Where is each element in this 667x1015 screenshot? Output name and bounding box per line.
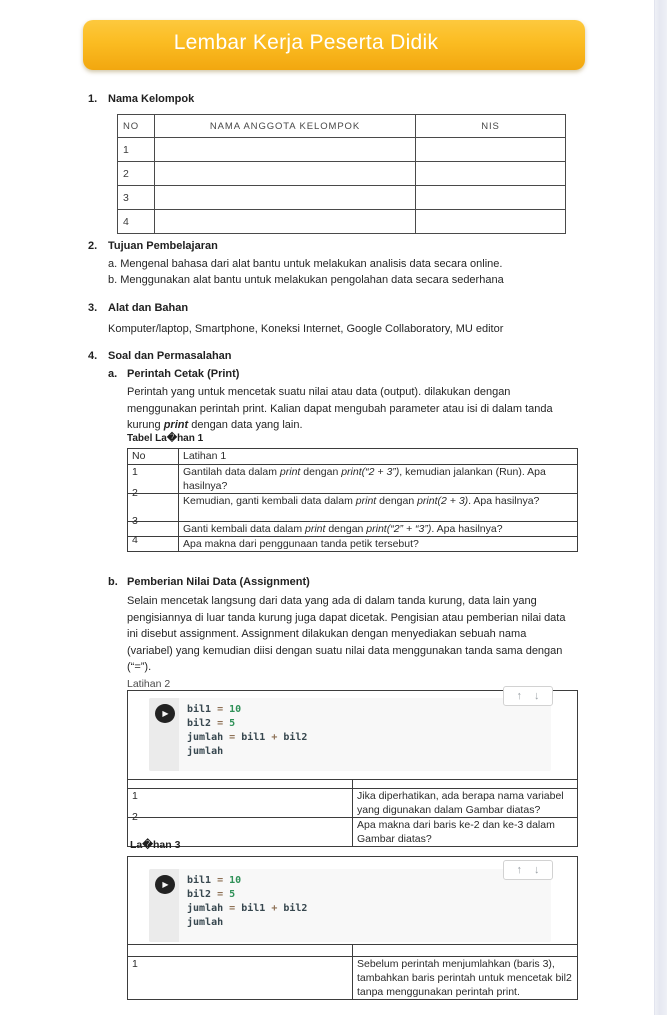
section-4-heading	[88, 350, 232, 362]
code-line: bil2 = 5	[187, 889, 236, 900]
question-cell: Jika diperhatikan, ada berapa nama variabel yang digunakan dalam Gambar diatas?	[353, 789, 578, 818]
tools-text: Komputer/laptop, Smartphone, Koneksi Internet, Google Collaboratory, MU editor	[108, 323, 504, 335]
move-up-icon: ↑	[516, 863, 522, 876]
row-number: 2	[118, 162, 155, 186]
code-line: jumlah	[187, 917, 224, 928]
table-row	[128, 494, 578, 522]
subsection-a-heading	[108, 368, 239, 380]
colab-code-cell	[149, 698, 551, 771]
move-down-icon: ↓	[534, 863, 540, 876]
question-cell: Gantilah data dalam print dengan print(“2 + 3”), kemudian jalankan (Run). Apa hasilnya?	[179, 465, 578, 494]
assignment-paragraph: Selain mencetak langsung dari data yang ada di dalam tanda kurung, data lain yang pengisiannya di luar tanda kurung juga dapat dicetak. Pengisian atau pemberian nilai data ini disebut assignment. Assignment dilakukan dengan menyediakan sebuah nama (variabel) yang kemudian diisi dengan suatu nilai data menggunakan tanda sama dengan (“=”).	[127, 595, 566, 673]
section-2-heading	[88, 240, 218, 252]
row-number: 4	[118, 210, 155, 234]
section-3-number: 3.	[88, 302, 98, 314]
latihan1-table	[127, 448, 578, 552]
cell-toolbar	[503, 686, 553, 706]
question-cell: Sebelum perintah menjumlahkan (baris 3), tambahkan baris perintah untuk mencetak bil2 tanpa menggunakan perintah print.	[353, 957, 578, 1000]
row-number: 2	[128, 818, 353, 847]
nis-cell	[416, 186, 566, 210]
code-line: jumlah	[187, 746, 224, 757]
subsection-b-label: b.	[108, 576, 118, 588]
col-header-no: No	[128, 449, 179, 465]
col-header-no: NO	[118, 115, 155, 138]
question-cell: Apa makna dari penggunaan tanda petik tersebut?	[179, 537, 578, 552]
row-number: 1	[128, 789, 353, 818]
section-3-title: Alat dan Bahan	[108, 302, 189, 314]
col-header-latihan: Latihan 1	[179, 449, 578, 465]
row-number: 3	[118, 186, 155, 210]
code-image-row	[128, 691, 578, 780]
row-number: 1	[128, 465, 179, 494]
table-row	[118, 162, 566, 186]
section-2-title: Tujuan Pembelajaran	[108, 240, 218, 252]
section-1-title: Nama Kelompok	[108, 93, 195, 105]
name-cell	[155, 186, 416, 210]
code-block	[187, 703, 307, 759]
nis-cell	[416, 162, 566, 186]
code-block	[187, 874, 307, 930]
colab-code-cell	[149, 869, 551, 942]
name-cell	[155, 162, 416, 186]
code-line: bil1 = 10	[187, 704, 242, 715]
code-screenshot-cell	[128, 691, 578, 780]
question-cell: Ganti kembali data dalam print dengan print(“2” + “3”). Apa hasilnya?	[179, 522, 578, 537]
question-cell: Kemudian, ganti kembali data dalam print dengan print(2 + 3). Apa hasilnya?	[179, 494, 578, 522]
latihan3-table	[127, 856, 578, 1000]
subsection-a-title: Perintah Cetak (Print)	[127, 368, 240, 380]
name-cell	[155, 210, 416, 234]
code-screenshot-cell	[128, 857, 578, 945]
table-header-row	[128, 449, 578, 465]
latihan2-table	[127, 690, 578, 847]
code-image-row	[128, 857, 578, 945]
spacer-cell	[353, 780, 578, 789]
table-row	[128, 522, 578, 537]
section-2-number: 2.	[88, 240, 98, 252]
latihan2-label: Latihan 2	[127, 678, 171, 690]
table-row	[128, 818, 578, 847]
row-number: 4	[128, 537, 179, 552]
section-1-heading	[88, 93, 194, 105]
code-line: bil2 = 5	[187, 718, 236, 729]
row-number: 2	[128, 494, 179, 522]
cell-toolbar	[503, 860, 553, 880]
code-line: jumlah = bil1 + bil2	[187, 732, 308, 743]
row-number: 1	[118, 138, 155, 162]
subsection-b-heading	[108, 576, 310, 588]
page-title: Lembar Kerja Peserta Didik	[173, 31, 439, 54]
page-edge-strip	[654, 0, 667, 1015]
spacer-cell	[353, 945, 578, 957]
code-line: jumlah = bil1 + bil2	[187, 903, 308, 914]
table-row	[118, 186, 566, 210]
nis-cell	[416, 138, 566, 162]
run-cell-icon: ▶	[155, 875, 175, 894]
spacer-row	[128, 945, 578, 957]
table-row	[128, 537, 578, 552]
table-row	[128, 957, 578, 1000]
subsection-b-title: Pemberian Nilai Data (Assignment)	[127, 576, 310, 588]
row-number: 1	[128, 957, 353, 1000]
section-4-title: Soal dan Permasalahan	[108, 350, 232, 362]
group-members-table	[117, 114, 566, 234]
subsection-a-label: a.	[108, 368, 118, 380]
section-4-number: 4.	[88, 350, 98, 362]
code-line: bil1 = 10	[187, 875, 242, 886]
spacer-cell	[128, 780, 353, 789]
latihan1-table-label: Tabel La�han 1	[127, 433, 204, 444]
table-row	[128, 465, 578, 494]
table-header-row	[118, 115, 566, 138]
spacer-cell	[128, 945, 353, 957]
move-up-icon: ↑	[516, 689, 522, 702]
table-row	[118, 138, 566, 162]
latihan3-label: La�han 3	[130, 839, 181, 851]
table-row	[128, 789, 578, 818]
objective-a: a. Mengenal bahasa dari alat bantu untuk melakukan analisis data secara online.	[108, 258, 503, 270]
nis-cell	[416, 210, 566, 234]
run-cell-icon: ▶	[155, 704, 175, 723]
spacer-row	[128, 780, 578, 789]
question-cell: Apa makna dari baris ke-2 dan ke-3 dalam Gambar diatas?	[353, 818, 578, 847]
table-row	[118, 210, 566, 234]
col-header-nis: NIS	[416, 115, 566, 138]
move-down-icon: ↓	[534, 689, 540, 702]
objective-b: b. Menggunakan alat bantu untuk melakukan pengolahan data secara sederhana	[108, 274, 504, 286]
col-header-name: NAMA ANGGOTA KELOMPOK	[155, 115, 416, 138]
section-3-heading	[88, 302, 188, 314]
name-cell	[155, 138, 416, 162]
row-number: 3	[128, 522, 179, 537]
section-1-number: 1.	[88, 93, 98, 105]
print-paragraph: Perintah yang untuk mencetak suatu nilai atau data (output). dilakukan dengan menggunakan perintah print. Kalian dapat mengubah parameter atau isi di dalam tanda kurung print dengan data yang lain.	[127, 386, 553, 431]
title-banner	[83, 20, 585, 70]
